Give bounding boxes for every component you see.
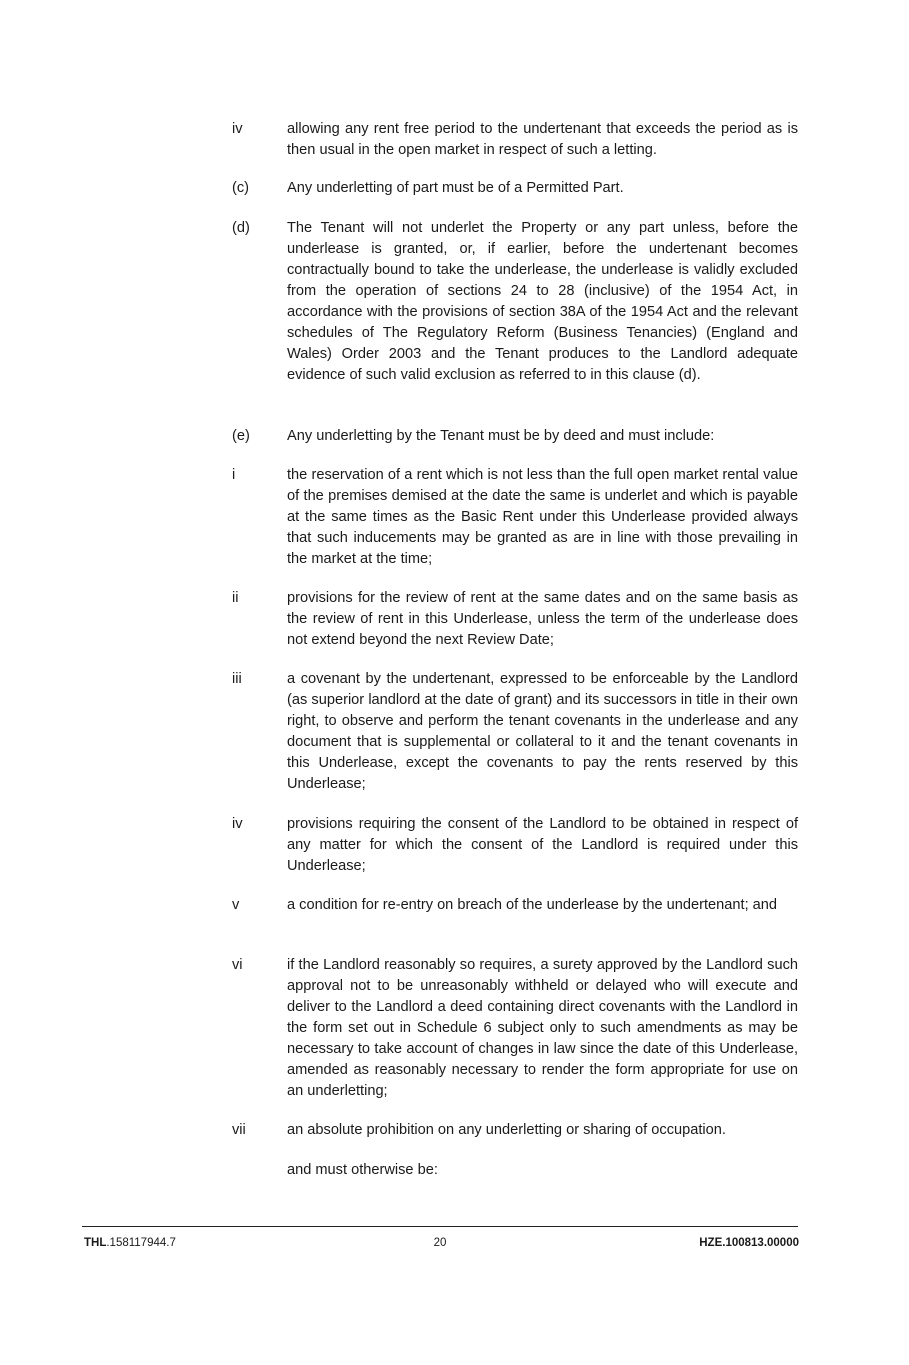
clause-text: a condition for re-entry on breach of the underlease by the undertenant; and (287, 897, 778, 913)
footer-divider (82, 1226, 798, 1227)
clause-marker: (c) (232, 180, 250, 196)
footer-ref-prefix: THL (84, 1237, 107, 1249)
clause-text: allowing any rent free period to the undertenant that exceeds the period as is then usual in the open market in respect of such a letting. (287, 121, 798, 158)
clause-text: if the Landlord reasonably so requires, a surety approved by the Landlord such approval not to be unreasonably withheld or delayed who will execute and deliver to the Landlord a deed containing direct covenants with the Landlord in the form set out in Schedule 6 subject only to such amendments as may be necessary to take account of changes in law since the date of this Underlease, amended as reasonably necessary to render the form appropriate for use on an underletting; (287, 957, 798, 1099)
clause-text: provisions requiring the consent of the Landlord to be obtained in respect of any matter for which the consent of the Landlord is required under this Underlease; (287, 816, 798, 874)
footer-client-ref: HZE.100813.00000 (699, 1237, 799, 1249)
clause-marker: (d) (232, 220, 250, 236)
clause-text: provisions for the review of rent at the same dates and on the same basis as the review of rent in this Underlease, unless the term of the underlease does not extend beyond the next Review Date; (287, 590, 798, 648)
footer-ref-number: .158117944.7 (106, 1237, 176, 1249)
clause-text: Any underletting by the Tenant must be by deed and must include: (287, 428, 715, 444)
clause-marker: v (232, 897, 240, 913)
clause-text: an absolute prohibition on any underletting or sharing of occupation. (287, 1122, 726, 1138)
clause-marker: i (232, 467, 236, 483)
clause-marker: iv (232, 121, 243, 137)
trailing-text: and must otherwise be: (287, 1162, 438, 1178)
clause-text: a covenant by the undertenant, expressed to be enforceable by the Landlord (as superior landlord at the date of grant) and its successors in title in their own right, to observe and perform the tenant covenants in the underlease and any document that is supplemental or collateral to it and the tenant covenants in this Underlease, except the covenants to pay the rents reserved by this Underlease; (287, 671, 798, 792)
clause-text: Any underletting of part must be of a Permitted Part. (287, 180, 624, 196)
page-number: 20 (433, 1237, 447, 1249)
clause-marker: iv (232, 816, 243, 832)
clause-marker: ii (232, 590, 239, 606)
clause-marker: iii (232, 671, 242, 687)
clause-text: the reservation of a rent which is not less than the full open market rental value of the premises demised at the date the same is underlet and which is payable at the same times as the Basic Rent under this Underlease provided always that such inducements may be granted as are in line with those prevailing in the market at the time; (287, 467, 798, 567)
clause-marker: vii (232, 1122, 246, 1138)
clause-marker: (e) (232, 428, 250, 444)
clause-marker: vi (232, 957, 243, 973)
clause-text: The Tenant will not underlet the Property or any part unless, before the underlease is granted, or, if earlier, before the undertenant becomes contractually bound to take the underlease, the underlease is validly excluded from the operation of sections 24 to 28 (inclusive) of the 1954 Act, in accordance with the provisions of section 38A of the 1954 Act and the relevant schedules of The Regulatory Reform (Business Tenancies) (England and Wales) Order 2003 and the Tenant produces to the Landlord adequate evidence of such valid exclusion as referred to in this clause (d). (287, 220, 798, 383)
